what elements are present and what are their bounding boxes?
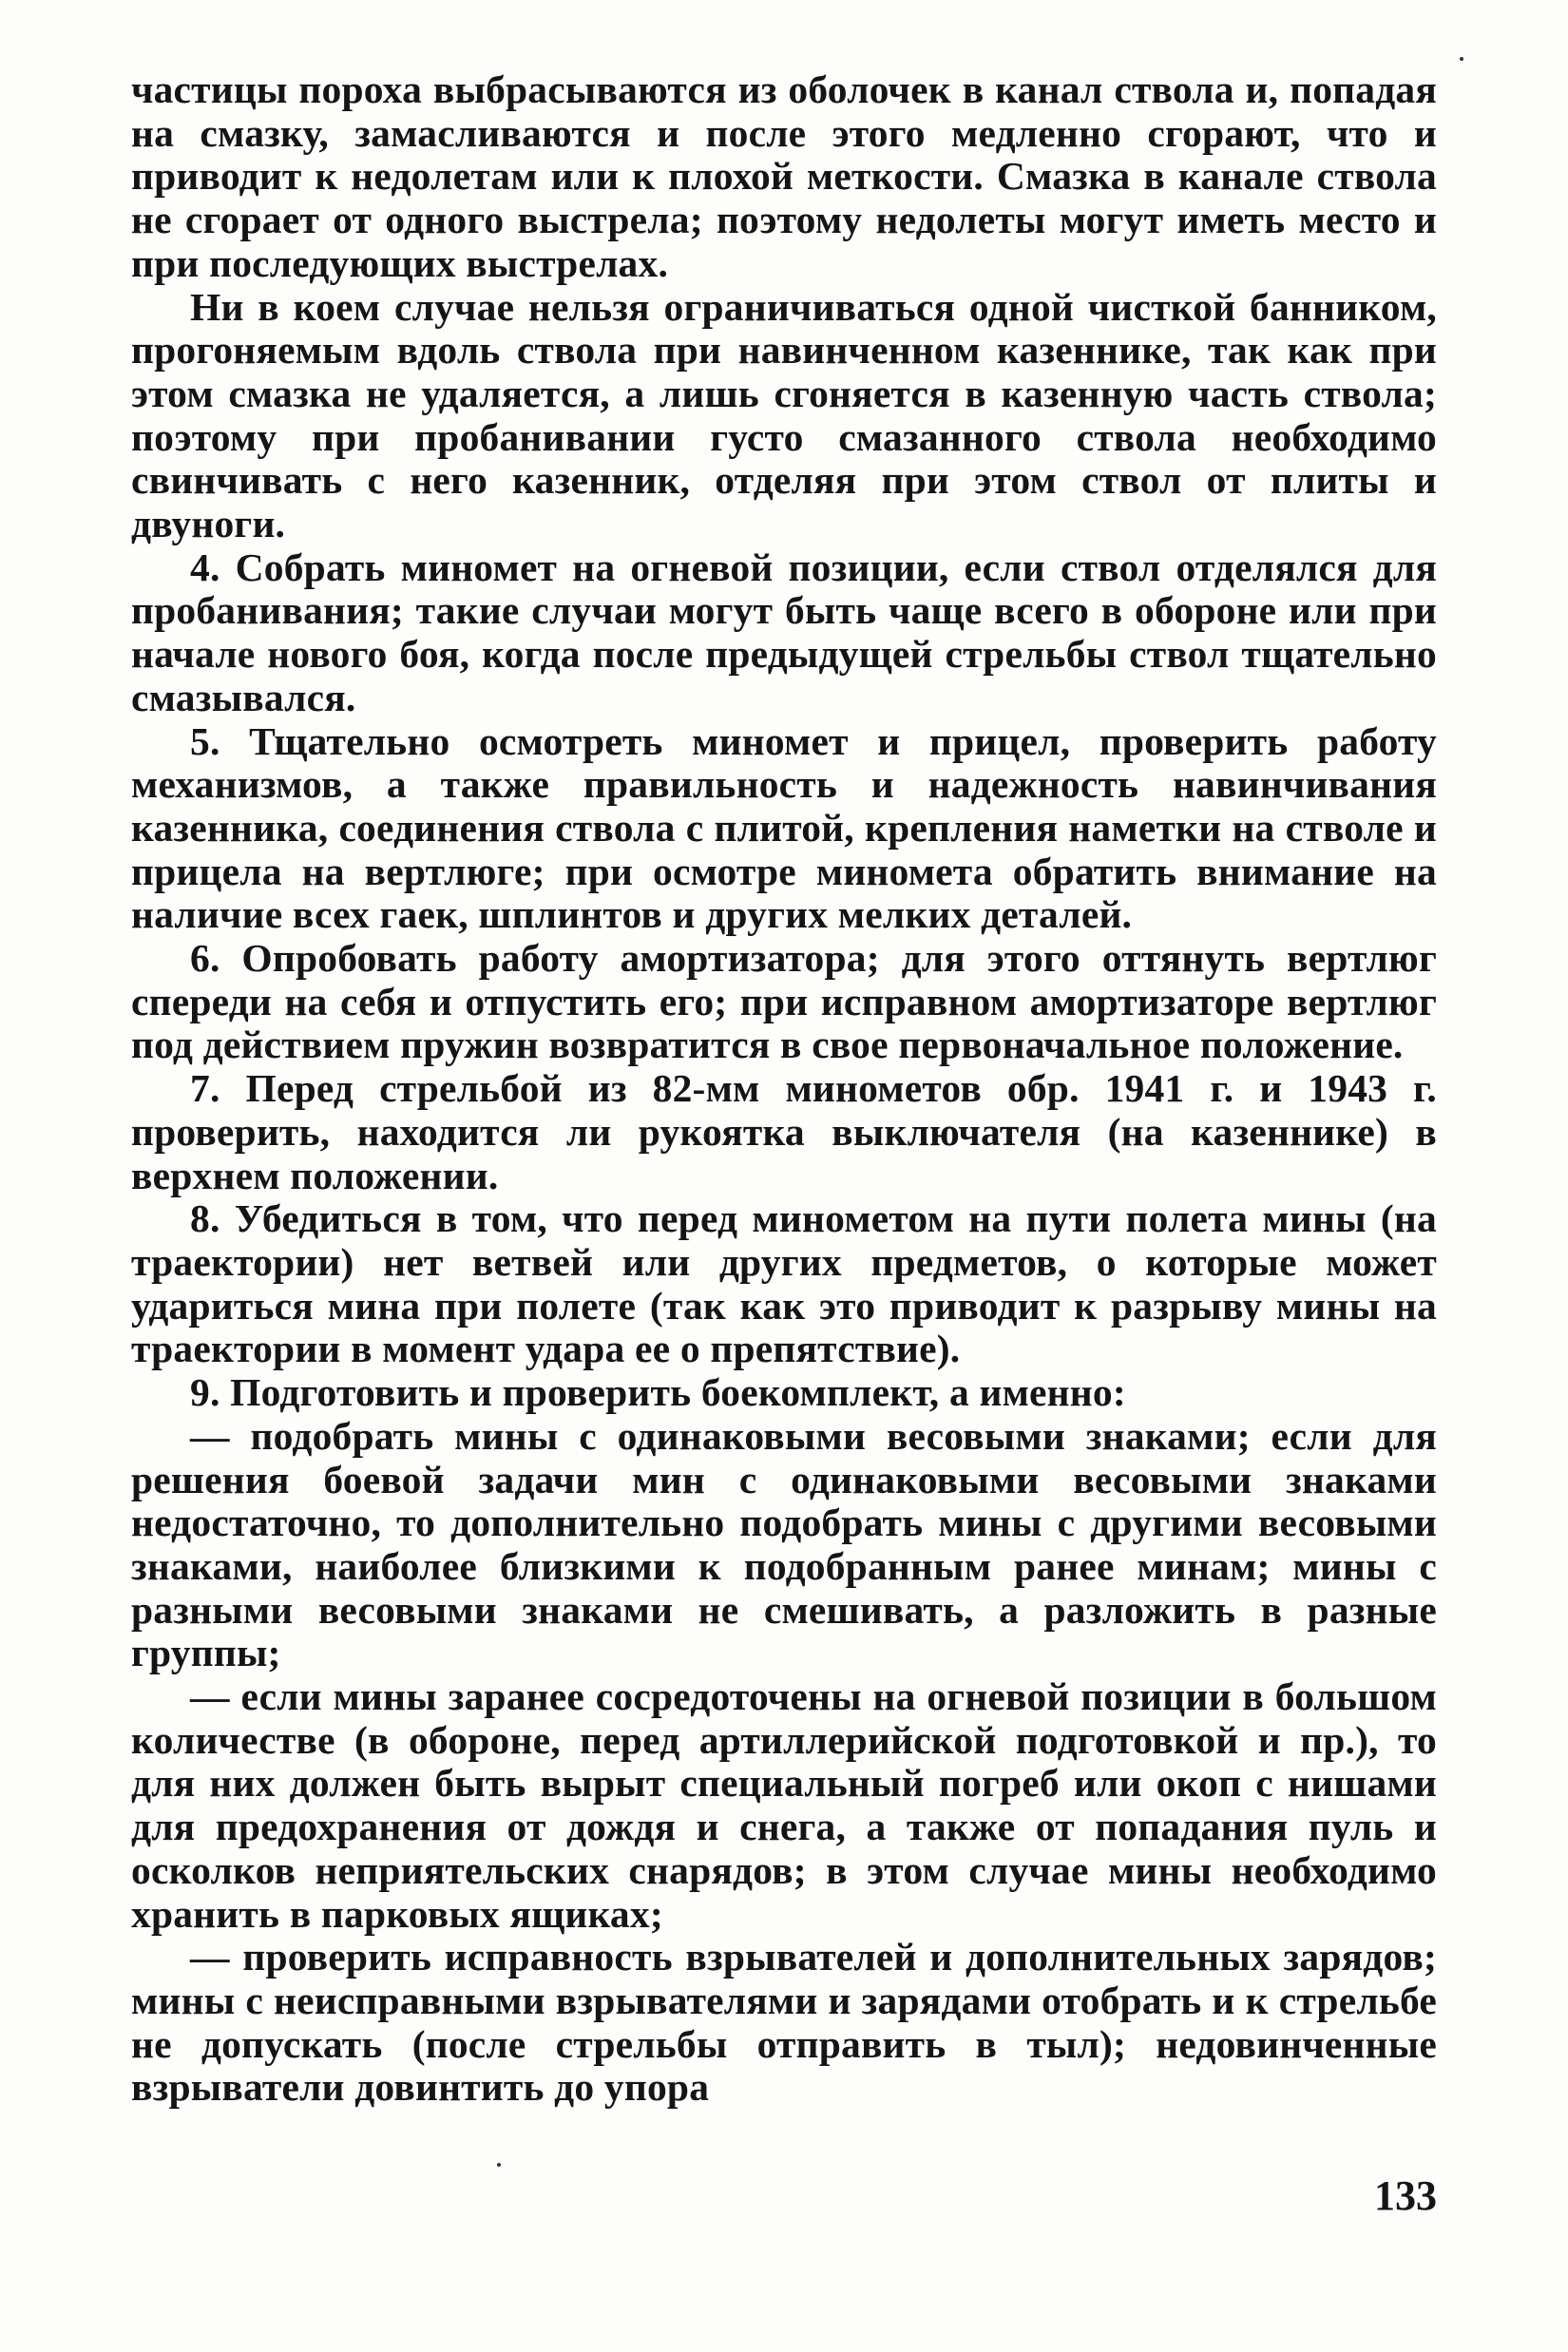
dash-item-3: — проверить исправность взрывателей и дополнительных зарядов; мины с неисправными взрывателями и зарядами отобрать и к стрельбе не допускать (после стрельбы отправить в тыл); недовинченные взрыватели довинтить до упора bbox=[131, 1935, 1437, 2110]
list-item-8: 8. Убедиться в том, что перед минометом на пути полета мины (на траектории) нет ветвей или других предметов, о которые может удариться мина при полете (так как это приводит к разрыву мины на траектории в момент удара ее о препятствие). bbox=[131, 1196, 1437, 1371]
dash-item-1: — подобрать мины с одинаковыми весовыми знаками; если для решения боевой задачи мин с одинаковыми весовыми знаками недостаточно, то дополнительно подобрать мины с другими весовыми знаками, наиболее близкими к подобранным ранее минам; мины с разными весовыми знаками не смешивать, а разложить в разные группы; bbox=[131, 1413, 1437, 1675]
list-item-9: 9. Подготовить и проверить боекомплект, а именно: bbox=[190, 1370, 1126, 1415]
paragraph-1: частицы пороха выбрасываются из оболочек в канал ствола и, попадая на смазку, замасливаются и после этого медленно сгорают, что и приводит к недолетам или к плохой меткости. Смазка в канале ствола не сгорает от одного выстрела; поэтому недолеты могут иметь место и при последующих выстрелах. bbox=[131, 67, 1437, 285]
list-item-5: 5. Тщательно осмотреть миномет и прицел, проверить работу механизмов, а также правильность и надежность навинчивания казенника, соединения ствола с плитой, крепления наметки на стволе и прицела на вертлюге; при осмотре миномета обратить внимание на наличие всех гаек, шплинтов и других мелких деталей. bbox=[131, 718, 1437, 937]
body-text bbox=[131, 68, 1437, 2110]
print-speck bbox=[497, 2163, 501, 2167]
dash-item-2: — если мины заранее сосредоточены на огневой позиции в большом количестве (в обороне, перед артиллерийской подготовкой и пр.), то для них должен быть вырыт специальный погреб или окоп с нишами для предохранения от дождя и снега, а также от попадания пуль и осколков неприятельских снарядов; в этом случае мины необходимо хранить в парковых ящиках; bbox=[131, 1674, 1437, 1936]
print-speck bbox=[1460, 57, 1463, 61]
list-item-4: 4. Собрать миномет на огневой позиции, если ствол отделялся для пробанивания; такие случаи могут быть чаще всего в обороне или при начале нового боя, когда после предыдущей стрельбы ствол тщательно смазывался. bbox=[131, 545, 1437, 719]
list-item-7: 7. Перед стрельбой из 82-мм минометов обр. 1941 г. и 1943 г. проверить, находится ли рукоятка выключателя (на казеннике) в верхнем положении. bbox=[131, 1066, 1437, 1197]
page-number: 133 bbox=[1374, 2172, 1437, 2219]
paragraph-2: Ни в коем случае нельзя ограничиваться одной чисткой банником, прогоняемым вдоль ствола при навинченном казеннике, так как при этом смазка не удаляется, а лишь сгоняется в казенную часть ствола; поэтому при пробанивании густо смазанного ствола необходимо свинчивать с него казенник, отделяя при этом ствол от плиты и двуноги. bbox=[131, 284, 1437, 546]
list-item-6: 6. Опробовать работу амортизатора; для этого оттянуть вертлюг спереди на себя и отпустить его; при исправном амортизаторе вертлюг под действием пружин возвратится в свое первоначальное положение. bbox=[131, 936, 1437, 1067]
